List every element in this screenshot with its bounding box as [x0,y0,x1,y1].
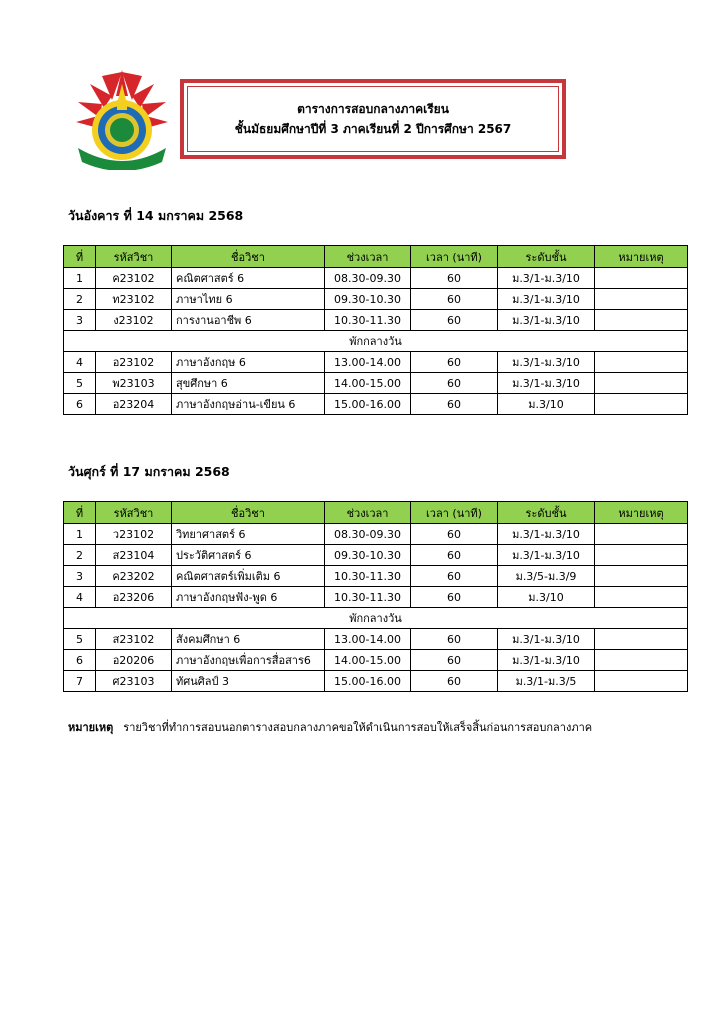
col-code-cell: อ23206 [96,587,172,608]
col-level-cell: ม.3/1-ม.3/10 [498,650,595,671]
col-minutes-cell: 60 [411,587,498,608]
col-subject-cell: ประวัติศาสตร์ 6 [172,545,325,566]
col-no-cell: 3 [64,566,96,587]
col-remark-cell [595,394,688,415]
col-minutes-cell: 60 [411,566,498,587]
col-subject-cell: วิทยาศาสตร์ 6 [172,524,325,545]
col-level-cell: ม.3/1-ม.3/10 [498,629,595,650]
header-col-time: ช่วงเวลา [325,246,411,268]
col-remark-cell [595,671,688,692]
remark-text: รายวิชาที่ทำการสอบนอกตารางสอบกลางภาคขอให้ดำเนินการสอบให้เสร็จสิ้นก่อนการสอบกลางภาค [123,721,593,734]
col-remark-cell [595,650,688,671]
table-row [64,566,688,587]
col-subject-cell: ภาษาอังกฤษเพื่อการสื่อสาร6 [172,650,325,671]
exam-table-day1 [63,245,688,415]
col-time-cell: 13.00-14.00 [325,629,411,650]
col-remark-cell [595,268,688,289]
title-box [180,79,566,159]
day1-heading: วันอังคาร ที่ 14 มกราคม 2568 [68,208,244,223]
col-subject-cell: ภาษาอังกฤษอ่าน-เขียน 6 [172,394,325,415]
col-level-cell: ม.3/1-ม.3/10 [498,352,595,373]
col-code-cell: พ23103 [96,373,172,394]
table-header-row [64,502,688,524]
header-col-minutes: เวลา (นาที) [411,246,498,268]
col-no-cell: 4 [64,587,96,608]
col-time-cell: 08.30-09.30 [325,524,411,545]
table-row [64,268,688,289]
header-col-subject: ชื่อวิชา [172,502,325,524]
lunch-break-row [64,331,688,352]
col-no-cell: 2 [64,289,96,310]
table-header-row [64,246,688,268]
col-subject-cell: ทัศนศิลป์ 3 [172,671,325,692]
col-time-cell: 10.30-11.30 [325,587,411,608]
table-row [64,587,688,608]
header-col-no: ที่ [64,246,96,268]
col-level-cell: ม.3/10 [498,587,595,608]
lunch-break-label: พักกลางวัน [64,331,688,352]
col-no-cell: 1 [64,268,96,289]
col-minutes-cell: 60 [411,524,498,545]
col-minutes-cell: 60 [411,671,498,692]
header-col-remark: หมายเหตุ [595,246,688,268]
header-col-code: รหัสวิชา [96,502,172,524]
col-time-cell: 14.00-15.00 [325,650,411,671]
table-row [64,352,688,373]
col-remark-cell [595,629,688,650]
col-no-cell: 6 [64,394,96,415]
remark [68,718,592,736]
lunch-break-row [64,608,688,629]
col-time-cell: 15.00-16.00 [325,671,411,692]
col-no-cell: 5 [64,629,96,650]
col-time-cell: 14.00-15.00 [325,373,411,394]
table-row [64,629,688,650]
col-code-cell: ค23102 [96,268,172,289]
day2-heading: วันศุกร์ ที่ 17 มกราคม 2568 [68,464,230,479]
col-no-cell: 3 [64,310,96,331]
col-level-cell: ม.3/1-ม.3/10 [498,310,595,331]
col-code-cell: อ23102 [96,352,172,373]
col-remark-cell [595,352,688,373]
col-remark-cell [595,289,688,310]
col-subject-cell: ภาษาอังกฤษ 6 [172,352,325,373]
col-level-cell: ม.3/1-ม.3/5 [498,671,595,692]
col-level-cell: ม.3/1-ม.3/10 [498,545,595,566]
exam-table-day2 [63,501,688,692]
col-time-cell: 10.30-11.30 [325,566,411,587]
col-remark-cell [595,587,688,608]
col-subject-cell: คณิตศาสตร์ 6 [172,268,325,289]
header-col-time: ช่วงเวลา [325,502,411,524]
col-no-cell: 2 [64,545,96,566]
col-level-cell: ม.3/1-ม.3/10 [498,524,595,545]
col-minutes-cell: 60 [411,268,498,289]
col-remark-cell [595,524,688,545]
header-col-level: ระดับชั้น [498,246,595,268]
col-code-cell: อ20206 [96,650,172,671]
col-minutes-cell: 60 [411,310,498,331]
col-subject-cell: ภาษาไทย 6 [172,289,325,310]
col-time-cell: 09.30-10.30 [325,545,411,566]
col-level-cell: ม.3/1-ม.3/10 [498,373,595,394]
table-row [64,394,688,415]
col-subject-cell: การงานอาชีพ 6 [172,310,325,331]
col-remark-cell [595,310,688,331]
col-time-cell: 09.30-10.30 [325,289,411,310]
table-row [64,373,688,394]
col-no-cell: 4 [64,352,96,373]
header-col-no: ที่ [64,502,96,524]
col-subject-cell: สังคมศึกษา 6 [172,629,325,650]
col-time-cell: 10.30-11.30 [325,310,411,331]
header-col-code: รหัสวิชา [96,246,172,268]
col-level-cell: ม.3/5-ม.3/9 [498,566,595,587]
col-code-cell: ส23102 [96,629,172,650]
col-subject-cell: สุขศึกษา 6 [172,373,325,394]
remark-label: หมายเหตุ [68,721,114,734]
lunch-break-label: พักกลางวัน [64,608,688,629]
col-remark-cell [595,545,688,566]
title-line-1: ตารางการสอบกลางภาคเรียน [297,102,449,116]
table-row [64,545,688,566]
col-code-cell: ว23102 [96,524,172,545]
col-code-cell: ศ23103 [96,671,172,692]
col-time-cell: 08.30-09.30 [325,268,411,289]
col-level-cell: ม.3/1-ม.3/10 [498,289,595,310]
school-emblem-icon [72,66,172,170]
col-level-cell: ม.3/1-ม.3/10 [498,268,595,289]
col-minutes-cell: 60 [411,394,498,415]
table-row [64,671,688,692]
table-row [64,650,688,671]
col-minutes-cell: 60 [411,373,498,394]
col-code-cell: ง23102 [96,310,172,331]
col-no-cell: 6 [64,650,96,671]
col-remark-cell [595,373,688,394]
col-minutes-cell: 60 [411,545,498,566]
col-no-cell: 1 [64,524,96,545]
col-minutes-cell: 60 [411,629,498,650]
col-code-cell: ท23102 [96,289,172,310]
col-time-cell: 13.00-14.00 [325,352,411,373]
header-col-remark: หมายเหตุ [595,502,688,524]
table-row [64,310,688,331]
col-minutes-cell: 60 [411,650,498,671]
header-col-subject: ชื่อวิชา [172,246,325,268]
table-row [64,524,688,545]
col-code-cell: ส23104 [96,545,172,566]
col-subject-cell: คณิตศาสตร์เพิ่มเติม 6 [172,566,325,587]
table-row [64,289,688,310]
col-minutes-cell: 60 [411,289,498,310]
col-code-cell: ค23202 [96,566,172,587]
col-no-cell: 7 [64,671,96,692]
col-subject-cell: ภาษาอังกฤษฟัง-พูด 6 [172,587,325,608]
col-minutes-cell: 60 [411,352,498,373]
title-line-2: ชั้นมัธยมศึกษาปีที่ 3 ภาคเรียนที่ 2 ปีการศึกษา 2567 [234,122,512,136]
header-col-level: ระดับชั้น [498,502,595,524]
col-no-cell: 5 [64,373,96,394]
col-code-cell: อ23204 [96,394,172,415]
col-level-cell: ม.3/10 [498,394,595,415]
col-time-cell: 15.00-16.00 [325,394,411,415]
col-remark-cell [595,566,688,587]
header-col-minutes: เวลา (นาที) [411,502,498,524]
